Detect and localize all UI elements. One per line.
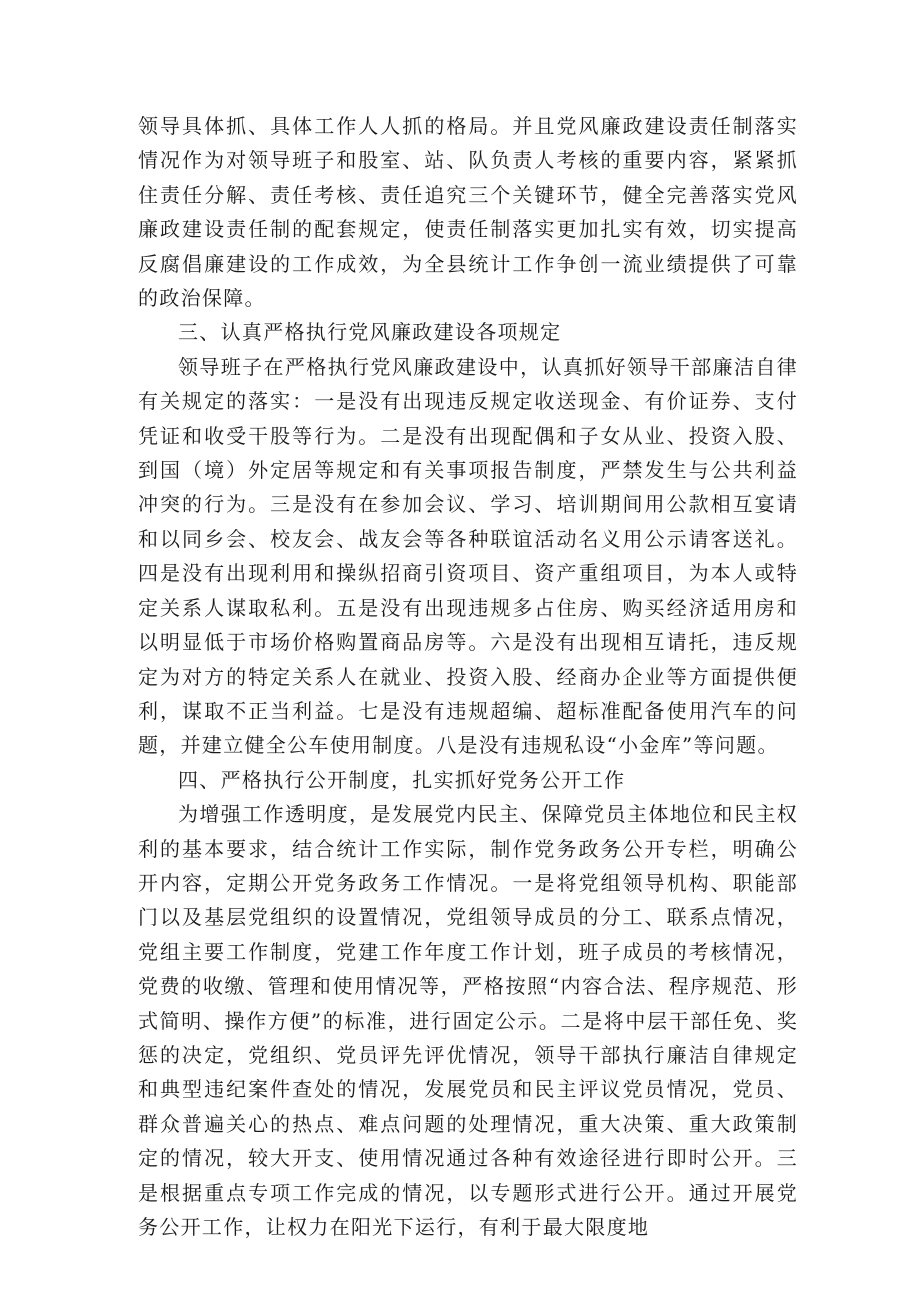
document-body [138,109,798,1244]
section-heading-3: 三、认真严格执行党风廉政建设各项规定 [178,320,562,345]
body-paragraph-continuation: 领导具体抓、具体工作人人抓的格局。并且党风廉政建设责任制落实情况作为对领导班子和股室、站、队负责人考核的重要内容，紧紧抓住责任分解、责任考核、责任追究三个关键环节，健全完善落实党风廉政建设责任制的配套规定，使责任制落实更加扎实有效，切实提高反腐倡廉建设的工作成效，为全县统计工作争创一流业绩提供了可靠的政治保障。 [138,114,798,311]
body-paragraph-section-4: 为增强工作透明度，是发展党内民主、保障党员主体地位和民主权利的基本要求，结合统计工作实际，制作党务政务公开专栏，明确公开内容，定期公开党务政务工作情况。一是将党组领导机构、职能部门以及基层党组织的设置情况，党组领导成员的分工、联系点情况，党组主要工作制度，党建工作年度工作计划，班子成员的考核情况，党费的收缴、管理和使用情况等，严格按照“内容合法、程序规范、形式简明、操作方便”的标准，进行固定公示。二是将中层干部任免、奖惩的决定，党组织、党员评先评优情况，领导干部执行廉洁自律规定和典型违纪案件查处的情况，发展党员和民主评议党员情况，党员、群众普遍关心的热点、难点问题的处理情况，重大决策、重大政策制定的情况，较大开支、使用情况通过各种有效途径进行即时公开。三是根据重点专项工作完成的情况，以专题形式进行公开。通过开展党务公开工作，让权力在阳光下运行，有利于最大限度地 [138,802,798,1239]
section-heading-4: 四、严格执行公开制度，扎实抓好党务公开工作 [178,767,626,792]
body-paragraph-section-3: 领导班子在严格执行党风廉政建设中，认真抓好领导干部廉洁自律有关规定的落实：一是没有出现违反规定收送现金、有价证券、支付凭证和收受干股等行为。二是没有出现配偶和子女从业、投资入股、到国（境）外定居等规定和有关事项报告制度，严禁发生与公共利益冲突的行为。三是没有在参加会议、学习、培训期间用公款相互宴请和以同乡会、校友会、战友会等各种联谊活动名义用公示请客送礼。四是没有出现利用和操纵招商引资项目、资产重组项目，为本人或特定关系人谋取私利。五是没有出现违规多占住房、购买经济适用房和以明显低于市场价格购置商品房等。六是没有出现相互请托，违反规定为对方的特定关系人在就业、投资入股、经商办企业等方面提供便利，谋取不正当利益。七是没有违规超编、超标准配备使用汽车的问题，并建立健全公车使用制度。八是没有违规私设“小金库”等问题。 [138,354,798,758]
